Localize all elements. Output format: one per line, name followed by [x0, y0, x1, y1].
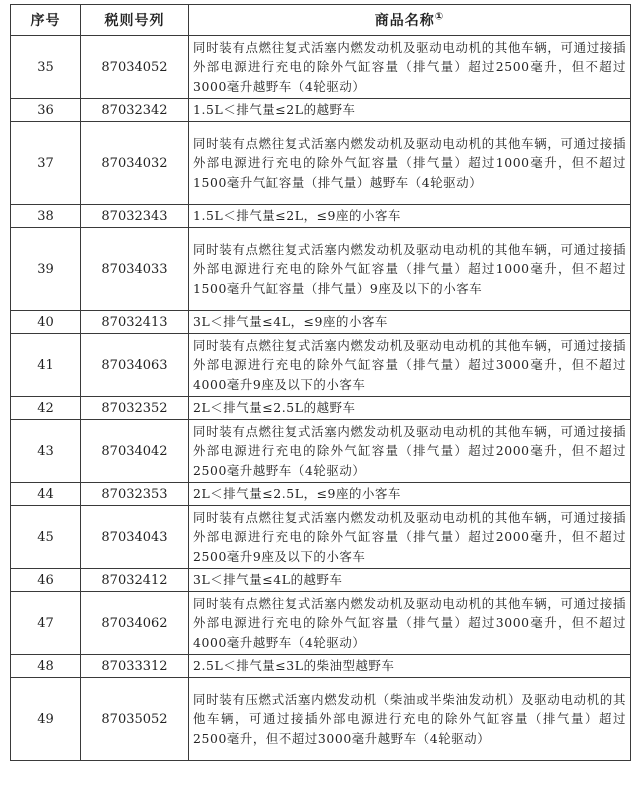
row-tariff-code: 87035052	[81, 678, 189, 761]
row-tariff-code: 87034033	[81, 228, 189, 311]
table-row	[11, 36, 631, 99]
table-row	[11, 420, 631, 483]
row-product-name: 同时装有点燃往复式活塞内燃发动机及驱动电动机的其他车辆，可通过接插外部电源进行充电的除外气缸容量（排气量）超过3000毫升，但不超过4000毫升9座及以下的小客车	[189, 334, 631, 397]
row-tariff-code: 87034032	[81, 122, 189, 205]
table-row	[11, 99, 631, 122]
row-product-name: 同时装有点燃往复式活塞内燃发动机及驱动电动机的其他车辆，可通过接插外部电源进行充电的除外气缸容量（排气量）超过2000毫升，但不超过2500毫升9座及以下的小客车	[189, 506, 631, 569]
row-seq: 37	[11, 122, 81, 205]
row-product-name: 同时装有点燃往复式活塞内燃发动机及驱动电动机的其他车辆，可通过接插外部电源进行充电的除外气缸容量（排气量）超过1000毫升，但不超过1500毫升气缸容量（排气量）越野车（4轮驱动）	[189, 122, 631, 205]
row-seq: 44	[11, 483, 81, 506]
table-row	[11, 334, 631, 397]
row-tariff-code: 87034063	[81, 334, 189, 397]
row-seq: 48	[11, 655, 81, 678]
row-product-name: 同时装有压燃式活塞内燃发动机（柴油或半柴油发动机）及驱动电动机的其他车辆，可通过接插外部电源进行充电的除外气缸容量（排气量）超过2500毫升，但不超过3000毫升越野车（4轮驱动）	[189, 678, 631, 761]
row-seq: 49	[11, 678, 81, 761]
table-row	[11, 311, 631, 334]
row-seq: 35	[11, 36, 81, 99]
row-seq: 46	[11, 569, 81, 592]
table-row	[11, 569, 631, 592]
table-row	[11, 655, 631, 678]
row-product-name: 同时装有点燃往复式活塞内燃发动机及驱动电动机的其他车辆，可通过接插外部电源进行充电的除外气缸容量（排气量）超过1000毫升，但不超过1500毫升气缸容量（排气量）9座及以下的小客车	[189, 228, 631, 311]
table-row	[11, 205, 631, 228]
table-row	[11, 122, 631, 205]
row-tariff-code: 87032343	[81, 205, 189, 228]
table-row	[11, 506, 631, 569]
tariff-table	[10, 4, 631, 761]
row-seq: 47	[11, 592, 81, 655]
row-product-name: 2.5L＜排气量≤3L的柴油型越野车	[189, 655, 631, 678]
row-tariff-code: 87034062	[81, 592, 189, 655]
row-product-name: 同时装有点燃往复式活塞内燃发动机及驱动电动机的其他车辆，可通过接插外部电源进行充电的除外气缸容量（排气量）超过2000毫升，但不超过2500毫升越野车（4轮驱动）	[189, 420, 631, 483]
header-name	[189, 5, 631, 36]
row-tariff-code: 87034043	[81, 506, 189, 569]
row-product-name: 3L＜排气量≤4L的越野车	[189, 569, 631, 592]
row-product-name: 同时装有点燃往复式活塞内燃发动机及驱动电动机的其他车辆，可通过接插外部电源进行充电的除外气缸容量（排气量）超过3000毫升，但不超过4000毫升越野车（4轮驱动）	[189, 592, 631, 655]
row-seq: 41	[11, 334, 81, 397]
row-tariff-code: 87034052	[81, 36, 189, 99]
row-tariff-code: 87032352	[81, 397, 189, 420]
row-tariff-code: 87033312	[81, 655, 189, 678]
row-seq: 45	[11, 506, 81, 569]
table-header-row	[11, 5, 631, 36]
footnote-marker: ①	[434, 11, 445, 23]
row-seq: 40	[11, 311, 81, 334]
table-row	[11, 228, 631, 311]
row-tariff-code: 87034042	[81, 420, 189, 483]
row-product-name: 2L＜排气量≤2.5L，≤9座的小客车	[189, 483, 631, 506]
row-seq: 36	[11, 99, 81, 122]
row-product-name: 同时装有点燃往复式活塞内燃发动机及驱动电动机的其他车辆，可通过接插外部电源进行充电的除外气缸容量（排气量）超过2500毫升，但不超过3000毫升越野车（4轮驱动）	[189, 36, 631, 99]
row-product-name: 1.5L＜排气量≤2L，≤9座的小客车	[189, 205, 631, 228]
header-code: 税则号列	[81, 5, 189, 36]
table-row	[11, 592, 631, 655]
row-tariff-code: 87032353	[81, 483, 189, 506]
table-row	[11, 678, 631, 761]
row-product-name: 3L＜排气量≤4L，≤9座的小客车	[189, 311, 631, 334]
row-seq: 42	[11, 397, 81, 420]
row-seq: 43	[11, 420, 81, 483]
row-seq: 38	[11, 205, 81, 228]
table-row	[11, 483, 631, 506]
header-name-label: 商品名称	[374, 13, 435, 29]
row-tariff-code: 87032342	[81, 99, 189, 122]
table-row	[11, 397, 631, 420]
row-tariff-code: 87032412	[81, 569, 189, 592]
row-product-name: 2L＜排气量≤2.5L的越野车	[189, 397, 631, 420]
row-seq: 39	[11, 228, 81, 311]
row-tariff-code: 87032413	[81, 311, 189, 334]
header-seq: 序号	[11, 5, 81, 36]
row-product-name: 1.5L＜排气量≤2L的越野车	[189, 99, 631, 122]
